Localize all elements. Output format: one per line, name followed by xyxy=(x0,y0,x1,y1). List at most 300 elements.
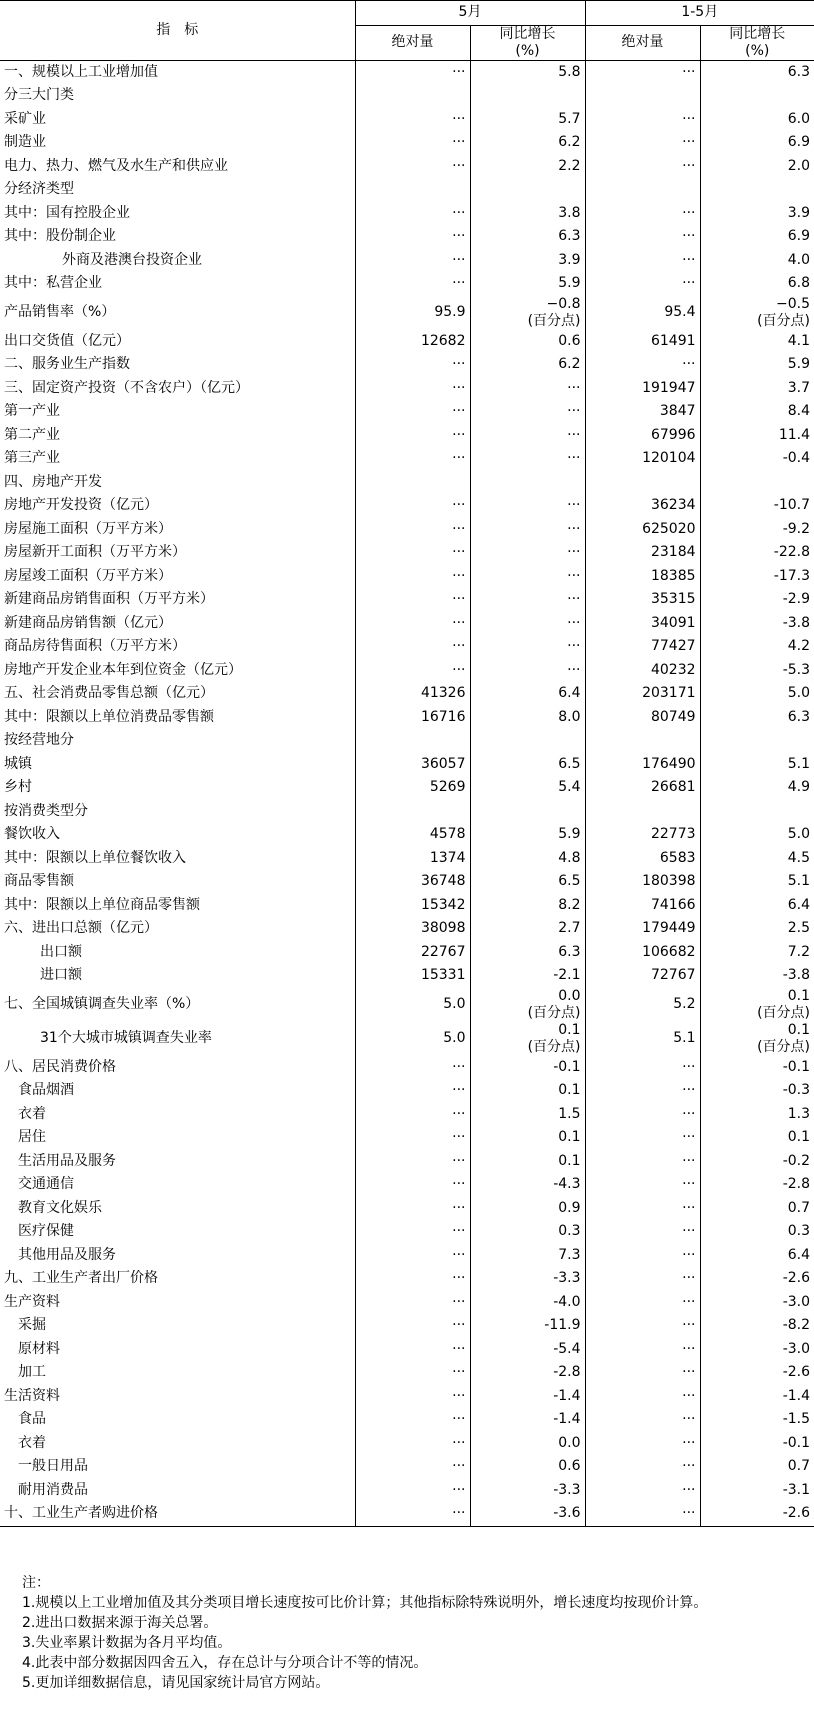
row-label: 城镇 xyxy=(4,755,32,772)
cell-d: 6.3 xyxy=(700,60,814,84)
cell-c xyxy=(585,471,700,495)
cell-a: ··· xyxy=(355,565,470,589)
cell-d: -3.0 xyxy=(700,1338,814,1362)
table-row xyxy=(0,178,814,202)
cell-d: 1.3 xyxy=(700,1103,814,1127)
table-row xyxy=(0,296,814,330)
cell-d xyxy=(700,471,814,495)
cell-c: ··· xyxy=(585,1079,700,1103)
cell-c: ··· xyxy=(585,1150,700,1174)
table-row xyxy=(0,155,814,179)
cell-d: 5.9 xyxy=(700,353,814,377)
table-row xyxy=(0,541,814,565)
cell-d: -3.1 xyxy=(700,1479,814,1503)
cell-d: 4.1 xyxy=(700,330,814,354)
row-label: 出口额 xyxy=(40,943,82,960)
cell-a: ··· xyxy=(355,1361,470,1385)
cell-a: ··· xyxy=(355,1244,470,1268)
cell-d: 0.1 (百分点) xyxy=(700,1022,814,1056)
table-row xyxy=(0,635,814,659)
cell-d: -17.3 xyxy=(700,565,814,589)
row-label: 分三大门类 xyxy=(4,87,74,104)
table-row xyxy=(0,659,814,683)
cell-d: 6.8 xyxy=(700,272,814,296)
cell-a: ··· xyxy=(355,1432,470,1456)
cell-c: ··· xyxy=(585,1314,700,1338)
table-row xyxy=(0,1220,814,1244)
note-line: 4.此表中部分数据因四舍五入，存在总计与分项合计不等的情况。 xyxy=(22,1655,428,1671)
cell-c: 74166 xyxy=(585,894,700,918)
cell-b: 0.9 xyxy=(470,1197,585,1221)
row-label: 乡村 xyxy=(4,779,32,796)
cell-a: ··· xyxy=(355,1173,470,1197)
cell-a: ··· xyxy=(355,1408,470,1432)
row-label: 加工 xyxy=(18,1364,46,1381)
cell-b: 5.7 xyxy=(470,108,585,132)
table-body xyxy=(0,60,814,1526)
cell-a: ··· xyxy=(355,272,470,296)
row-label: 八、居民消费价格 xyxy=(4,1058,116,1075)
table-row xyxy=(0,447,814,471)
cell-c xyxy=(585,800,700,824)
cell-a: ··· xyxy=(355,518,470,542)
cell-d: 0.1 xyxy=(700,1126,814,1150)
cell-a xyxy=(355,471,470,495)
cell-d: 7.2 xyxy=(700,941,814,965)
cell-a: 15331 xyxy=(355,964,470,988)
cell-d: -1.5 xyxy=(700,1408,814,1432)
cell-b: 1.5 xyxy=(470,1103,585,1127)
row-label: 新建商品房销售面积（万平方米） xyxy=(4,591,214,608)
cell-b: ··· xyxy=(470,635,585,659)
cell-d: -8.2 xyxy=(700,1314,814,1338)
row-label: 耐用消费品 xyxy=(18,1481,88,1498)
cell-d: −0.5 (百分点) xyxy=(700,296,814,330)
cell-b: ··· xyxy=(470,588,585,612)
cell-d: 5.0 xyxy=(700,682,814,706)
cell-b: 5.4 xyxy=(470,776,585,800)
cell-a: ··· xyxy=(355,1103,470,1127)
table-row xyxy=(0,131,814,155)
cell-c: 40232 xyxy=(585,659,700,683)
row-label: 七、全国城镇调查失业率（%） xyxy=(4,996,200,1012)
cell-d: 8.4 xyxy=(700,400,814,424)
cell-a: 5.0 xyxy=(355,1022,470,1056)
row-label: 生产资料 xyxy=(4,1293,60,1310)
row-label: 其中：限额以上单位商品零售额 xyxy=(4,896,200,913)
cell-a: ··· xyxy=(355,1479,470,1503)
cell-a: ··· xyxy=(355,249,470,273)
cell-c: ··· xyxy=(585,155,700,179)
table-row xyxy=(0,894,814,918)
cell-a: ··· xyxy=(355,1338,470,1362)
cell-d xyxy=(700,800,814,824)
table-row xyxy=(0,1244,814,1268)
table-row xyxy=(0,753,814,777)
table-row xyxy=(0,1126,814,1150)
cell-b: ··· xyxy=(470,377,585,401)
cell-a: 38098 xyxy=(355,917,470,941)
cell-b xyxy=(470,178,585,202)
cell-a: ··· xyxy=(355,588,470,612)
table-row xyxy=(0,1173,814,1197)
table-row xyxy=(0,353,814,377)
row-label: 四、房地产开发 xyxy=(4,473,102,490)
row-label: 采矿业 xyxy=(4,110,46,127)
table-row xyxy=(0,518,814,542)
cell-b: 6.2 xyxy=(470,353,585,377)
may-abs-header: 绝对量 xyxy=(355,25,470,60)
row-label: 餐饮收入 xyxy=(4,826,60,843)
cell-d: -0.4 xyxy=(700,447,814,471)
row-label: 制造业 xyxy=(4,134,46,151)
table-row xyxy=(0,471,814,495)
cell-d: -2.9 xyxy=(700,588,814,612)
cell-b: 4.8 xyxy=(470,847,585,871)
cell-a: ··· xyxy=(355,1056,470,1080)
table-row xyxy=(0,776,814,800)
cell-b: 3.8 xyxy=(470,202,585,226)
cell-a: ··· xyxy=(355,541,470,565)
cell-a xyxy=(355,800,470,824)
cell-c: ··· xyxy=(585,108,700,132)
cell-b: ··· xyxy=(470,494,585,518)
cell-b: 3.9 xyxy=(470,249,585,273)
table-row xyxy=(0,706,814,730)
row-label: 医疗保健 xyxy=(18,1223,74,1240)
cell-c: ··· xyxy=(585,1361,700,1385)
cell-b: ··· xyxy=(470,541,585,565)
cell-c: ··· xyxy=(585,353,700,377)
row-label: 按消费类型分 xyxy=(4,802,88,819)
table-row xyxy=(0,1502,814,1526)
row-label: 教育文化娱乐 xyxy=(18,1199,102,1216)
note-line: 5.更加详细数据信息，请见国家统计局官方网站。 xyxy=(22,1675,330,1691)
row-label: 食品 xyxy=(18,1411,46,1428)
cell-b: 0.3 xyxy=(470,1220,585,1244)
cell-a xyxy=(355,178,470,202)
row-label: 其中：国有控股企业 xyxy=(4,204,130,221)
cell-a: ··· xyxy=(355,108,470,132)
cell-d: -1.4 xyxy=(700,1385,814,1409)
row-label: 十、工业生产者购进价格 xyxy=(0,1502,355,1526)
table-row xyxy=(0,917,814,941)
cell-d: -0.2 xyxy=(700,1150,814,1174)
cell-d: 0.7 xyxy=(700,1197,814,1221)
cell-d: -3.8 xyxy=(700,612,814,636)
may-yoy-header: 同比增长 (%) xyxy=(470,25,585,60)
cell-c xyxy=(585,178,700,202)
cell-c: ··· xyxy=(585,1502,700,1526)
cell-c: 23184 xyxy=(585,541,700,565)
cell-a: 36748 xyxy=(355,870,470,894)
cell-d: 2.5 xyxy=(700,917,814,941)
cell-b: -3.3 xyxy=(470,1479,585,1503)
row-label: 外商及港澳台投资企业 xyxy=(62,251,202,268)
row-label: 其他用品及服务 xyxy=(18,1246,116,1263)
cell-c xyxy=(585,729,700,753)
cell-d: -5.3 xyxy=(700,659,814,683)
cell-a: 1374 xyxy=(355,847,470,871)
cell-d: 0.1 (百分点) xyxy=(700,988,814,1022)
cell-c: ··· xyxy=(585,272,700,296)
cell-c: 18385 xyxy=(585,565,700,589)
cell-d: 6.4 xyxy=(700,1244,814,1268)
table-row xyxy=(0,84,814,108)
cell-a: ··· xyxy=(355,1126,470,1150)
cell-b: ··· xyxy=(470,424,585,448)
cell-b: ··· xyxy=(470,400,585,424)
cell-b: -2.1 xyxy=(470,964,585,988)
notes xyxy=(22,1573,802,1693)
table-row xyxy=(0,1408,814,1432)
table-row xyxy=(0,330,814,354)
cell-d: 5.0 xyxy=(700,823,814,847)
cell-b: ··· xyxy=(470,659,585,683)
cell-a: 41326 xyxy=(355,682,470,706)
cell-c: 5.1 xyxy=(585,1022,700,1056)
cell-a: 16716 xyxy=(355,706,470,730)
cell-a: ··· xyxy=(355,424,470,448)
cell-b: 0.0 xyxy=(470,1432,585,1456)
table-row xyxy=(0,1056,814,1080)
cell-c: 191947 xyxy=(585,377,700,401)
row-label: 衣着 xyxy=(18,1434,46,1451)
cell-c: ··· xyxy=(585,1173,700,1197)
row-label: 三、固定资产投资（不含农户）（亿元） xyxy=(4,379,249,396)
row-label: 九、工业生产者出厂价格 xyxy=(4,1270,158,1287)
cell-d: -2.6 xyxy=(700,1502,814,1526)
cell-a: ··· xyxy=(355,1385,470,1409)
row-label: 进口额 xyxy=(40,967,82,984)
cell-b: ··· xyxy=(470,447,585,471)
cell-d: 5.1 xyxy=(700,870,814,894)
cell-a: ··· xyxy=(355,1079,470,1103)
table-row xyxy=(0,1479,814,1503)
cell-c: ··· xyxy=(585,131,700,155)
cell-b: -3.6 xyxy=(470,1502,585,1526)
cell-a: ··· xyxy=(355,400,470,424)
row-label: 电力、热力、燃气及水生产和供应业 xyxy=(4,157,228,174)
cell-a: ··· xyxy=(355,1291,470,1315)
row-label: 其中：限额以上单位餐饮收入 xyxy=(4,849,186,866)
table-header xyxy=(0,1,814,61)
jan-may-yoy-header: 同比增长 (%) xyxy=(700,25,814,60)
cell-d: -2.6 xyxy=(700,1267,814,1291)
row-label: 其中：私营企业 xyxy=(4,275,102,292)
table-row xyxy=(0,1079,814,1103)
table-row xyxy=(0,612,814,636)
row-label: 产品销售率（%） xyxy=(4,304,116,320)
cell-a: ··· xyxy=(355,377,470,401)
row-label: 第二产业 xyxy=(4,426,60,443)
cell-c: ··· xyxy=(585,1103,700,1127)
cell-c: ··· xyxy=(585,1267,700,1291)
cell-a: ··· xyxy=(355,225,470,249)
cell-b: 0.1 xyxy=(470,1079,585,1103)
table-row xyxy=(0,60,814,84)
cell-c: 35315 xyxy=(585,588,700,612)
cell-a: ··· xyxy=(355,202,470,226)
cell-c: 625020 xyxy=(585,518,700,542)
cell-b: -3.3 xyxy=(470,1267,585,1291)
cell-d: 2.0 xyxy=(700,155,814,179)
cell-c: ··· xyxy=(585,225,700,249)
cell-a: 5269 xyxy=(355,776,470,800)
cell-c xyxy=(585,84,700,108)
row-label: 生活用品及服务 xyxy=(18,1152,116,1169)
cell-a xyxy=(355,729,470,753)
table-row xyxy=(0,272,814,296)
cell-a: ··· xyxy=(355,1267,470,1291)
cell-c: 6583 xyxy=(585,847,700,871)
cell-c: 67996 xyxy=(585,424,700,448)
row-label: 房地产开发投资（亿元） xyxy=(4,497,158,514)
cell-c: ··· xyxy=(585,202,700,226)
cell-d: -0.1 xyxy=(700,1056,814,1080)
cell-a: 95.9 xyxy=(355,296,470,330)
cell-b: 8.2 xyxy=(470,894,585,918)
table-row xyxy=(0,1385,814,1409)
cell-c: ··· xyxy=(585,1244,700,1268)
table-row xyxy=(0,494,814,518)
cell-c: 106682 xyxy=(585,941,700,965)
cell-c: 26681 xyxy=(585,776,700,800)
row-label: 交通通信 xyxy=(18,1176,74,1193)
cell-d: -9.2 xyxy=(700,518,814,542)
cell-d: 3.9 xyxy=(700,202,814,226)
cell-d xyxy=(700,178,814,202)
cell-a: ··· xyxy=(355,1150,470,1174)
row-label: 生活资料 xyxy=(4,1387,60,1404)
cell-d: 6.3 xyxy=(700,706,814,730)
note-line: 注： xyxy=(22,1575,50,1591)
cell-c: 5.2 xyxy=(585,988,700,1022)
cell-a: ··· xyxy=(355,494,470,518)
cell-c: ··· xyxy=(585,1408,700,1432)
cell-b: -4.0 xyxy=(470,1291,585,1315)
cell-b: -2.8 xyxy=(470,1361,585,1385)
table-row xyxy=(0,400,814,424)
cell-a: ··· xyxy=(355,612,470,636)
row-label: 商品零售额 xyxy=(4,873,74,890)
cell-b xyxy=(470,729,585,753)
cell-a: ··· xyxy=(355,659,470,683)
cell-a: 5.0 xyxy=(355,988,470,1022)
cell-a: ··· xyxy=(355,1314,470,1338)
cell-d: 4.9 xyxy=(700,776,814,800)
row-label: 一般日用品 xyxy=(18,1458,88,1475)
table-row xyxy=(0,988,814,1022)
row-label: 房地产开发企业本年到位资金（亿元） xyxy=(4,661,242,678)
cell-c: 203171 xyxy=(585,682,700,706)
cell-b: 7.3 xyxy=(470,1244,585,1268)
cell-b: 0.1 (百分点) xyxy=(470,1022,585,1056)
may-header: 5月 xyxy=(355,1,585,26)
cell-c: ··· xyxy=(585,1220,700,1244)
cell-d: 3.7 xyxy=(700,377,814,401)
cell-a: ··· xyxy=(355,1197,470,1221)
cell-c: 22773 xyxy=(585,823,700,847)
cell-c: ··· xyxy=(585,1338,700,1362)
note-line: 2.进出口数据来源于海关总署。 xyxy=(22,1615,218,1631)
cell-c: ··· xyxy=(585,1056,700,1080)
cell-b: 6.3 xyxy=(470,225,585,249)
cell-c: 176490 xyxy=(585,753,700,777)
row-label: 出口交货值（亿元） xyxy=(4,332,130,349)
table-row xyxy=(0,1150,814,1174)
cell-d: 5.1 xyxy=(700,753,814,777)
row-label: 食品烟酒 xyxy=(18,1082,74,1099)
table-row xyxy=(0,565,814,589)
jan-may-abs-header: 绝对量 xyxy=(585,25,700,60)
cell-d: -22.8 xyxy=(700,541,814,565)
table-row xyxy=(0,847,814,871)
cell-b: 6.2 xyxy=(470,131,585,155)
cell-b: -11.9 xyxy=(470,1314,585,1338)
table-row xyxy=(0,1432,814,1456)
row-label: 原材料 xyxy=(18,1340,60,1357)
cell-b: ··· xyxy=(470,612,585,636)
cell-d: -0.3 xyxy=(700,1079,814,1103)
cell-d: -3.0 xyxy=(700,1291,814,1315)
cell-b: 6.5 xyxy=(470,870,585,894)
row-label: 第三产业 xyxy=(4,450,60,467)
cell-d xyxy=(700,729,814,753)
row-label: 31个大城市城镇调查失业率 xyxy=(40,1030,212,1046)
cell-b: -4.3 xyxy=(470,1173,585,1197)
cell-d: 4.5 xyxy=(700,847,814,871)
row-label: 新建商品房销售额（亿元） xyxy=(4,614,172,631)
table-row xyxy=(0,1338,814,1362)
cell-c: 80749 xyxy=(585,706,700,730)
cell-b: 2.7 xyxy=(470,917,585,941)
row-label: 采掘 xyxy=(18,1317,46,1334)
cell-c: 77427 xyxy=(585,635,700,659)
cell-b: 6.4 xyxy=(470,682,585,706)
row-label: 其中：股份制企业 xyxy=(4,228,116,245)
cell-d: 6.9 xyxy=(700,131,814,155)
row-label: 房屋竣工面积（万平方米） xyxy=(4,567,172,584)
cell-c: ··· xyxy=(585,1385,700,1409)
cell-a: ··· xyxy=(355,131,470,155)
table-row xyxy=(0,202,814,226)
cell-b: -5.4 xyxy=(470,1338,585,1362)
cell-a: 36057 xyxy=(355,753,470,777)
row-label: 居住 xyxy=(18,1129,46,1146)
table-row xyxy=(0,729,814,753)
cell-b xyxy=(470,84,585,108)
cell-d: -0.1 xyxy=(700,1432,814,1456)
table-row xyxy=(0,108,814,132)
row-label: 衣着 xyxy=(18,1105,46,1122)
cell-c: 180398 xyxy=(585,870,700,894)
table-row xyxy=(0,1197,814,1221)
cell-b: -0.1 xyxy=(470,1056,585,1080)
cell-d: 4.0 xyxy=(700,249,814,273)
cell-a: ··· xyxy=(355,1502,470,1526)
indicator-header: 指 标 xyxy=(0,1,355,61)
cell-d xyxy=(700,84,814,108)
cell-c: 61491 xyxy=(585,330,700,354)
cell-d: 6.0 xyxy=(700,108,814,132)
cell-b: -1.4 xyxy=(470,1408,585,1432)
cell-c: 3847 xyxy=(585,400,700,424)
note-line: 3.失业率累计数据为各月平均值。 xyxy=(22,1635,232,1651)
cell-a: 4578 xyxy=(355,823,470,847)
row-label: 第一产业 xyxy=(4,403,60,420)
cell-a: 15342 xyxy=(355,894,470,918)
